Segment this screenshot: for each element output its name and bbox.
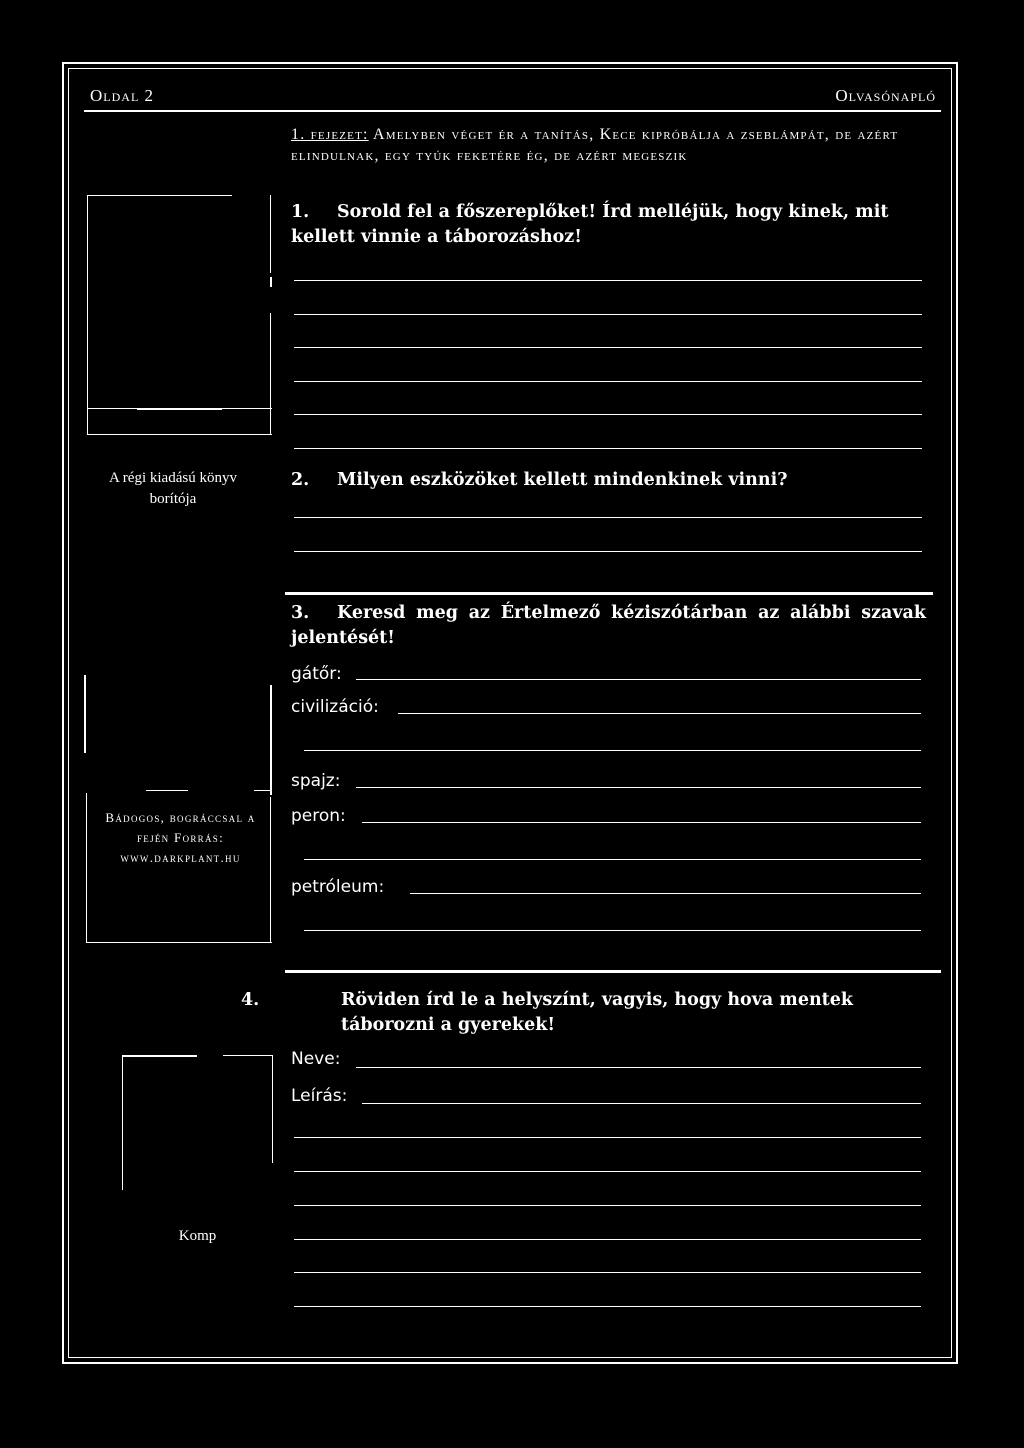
question-1-text: Sorold fel a főszereplőket! Írd melléjük, hogy kinek, mit kellett vinnie a táborozáshoz! [291, 202, 889, 247]
word-petroleum-label: petróleum: [291, 877, 385, 897]
answer-line[interactable] [304, 750, 921, 751]
word-spajz-line[interactable] [356, 787, 921, 788]
answer-line[interactable] [294, 414, 922, 415]
question-1-number: 1. [291, 202, 310, 222]
answer-line[interactable] [294, 517, 922, 518]
answer-line[interactable] [304, 930, 921, 931]
word-civilizacio-line[interactable] [398, 713, 921, 714]
question-1 [291, 200, 951, 250]
cover-image-placeholder [87, 195, 272, 435]
answer-line[interactable] [294, 1205, 921, 1206]
answer-line[interactable] [294, 1171, 921, 1172]
field-neve-line[interactable] [356, 1067, 921, 1068]
chapter-title [291, 124, 941, 166]
answer-line[interactable] [294, 1137, 921, 1138]
word-peron-label: peron: [291, 806, 346, 826]
header-rule [84, 110, 941, 112]
chapter-prefix: 1. fejezet: [291, 126, 369, 143]
answer-line[interactable] [294, 1239, 921, 1240]
word-gator-label: gátőr: [291, 664, 342, 684]
field-leiras-line[interactable] [362, 1103, 921, 1104]
field-leiras-label: Leírás: [291, 1086, 348, 1106]
komp-image-placeholder [120, 1055, 275, 1190]
section-rule [285, 970, 941, 973]
question-2-text: Milyen eszközöket kellett mindenkinek vinni? [337, 470, 788, 490]
section-rule [285, 592, 933, 595]
answer-line[interactable] [294, 314, 922, 315]
question-3-text: Keresd meg az Értelmező kéziszótárban az alábbi szavak jelentését! [291, 603, 926, 648]
answer-line[interactable] [294, 1272, 921, 1273]
word-petroleum-line[interactable] [410, 893, 921, 894]
field-neve-label: Neve: [291, 1049, 341, 1069]
page-number: Oldal 2 [90, 86, 155, 105]
question-3 [291, 601, 926, 651]
answer-line[interactable] [294, 381, 922, 382]
answer-line[interactable] [294, 347, 922, 348]
question-4 [241, 988, 946, 1038]
question-4-text: Röviden írd le a helyszínt, vagyis, hogy hova mentek táborozni a gyerekek! [341, 990, 854, 1035]
answer-line[interactable] [294, 448, 922, 449]
badogos-caption: Bádogos, bográccsal a fején Forrás: www.darkplant.hu [105, 810, 256, 865]
answer-line[interactable] [294, 551, 922, 552]
word-spajz-label: spajz: [291, 771, 341, 791]
question-2 [291, 468, 951, 493]
answer-line[interactable] [294, 1306, 921, 1307]
question-3-number: 3. [291, 603, 310, 623]
chapter-title-text: Amelyben véget ér a tanítás, Kece kipróbálja a zseblámpát, de azért elindulnak, egy tyúk feketére ég, de azért megeszik [291, 126, 899, 164]
answer-line[interactable] [294, 280, 922, 281]
cover-caption: A régi kiadású könyv borítója [109, 470, 237, 507]
question-4-number: 4. [241, 990, 260, 1010]
word-peron-line[interactable] [362, 822, 921, 823]
word-gator-line[interactable] [356, 679, 921, 680]
word-civilizacio-label: civilizáció: [291, 697, 379, 717]
answer-line[interactable] [304, 859, 921, 860]
running-title: Olvasónapló [835, 86, 936, 105]
komp-caption: Komp [178, 1228, 217, 1244]
question-2-number: 2. [291, 470, 310, 490]
